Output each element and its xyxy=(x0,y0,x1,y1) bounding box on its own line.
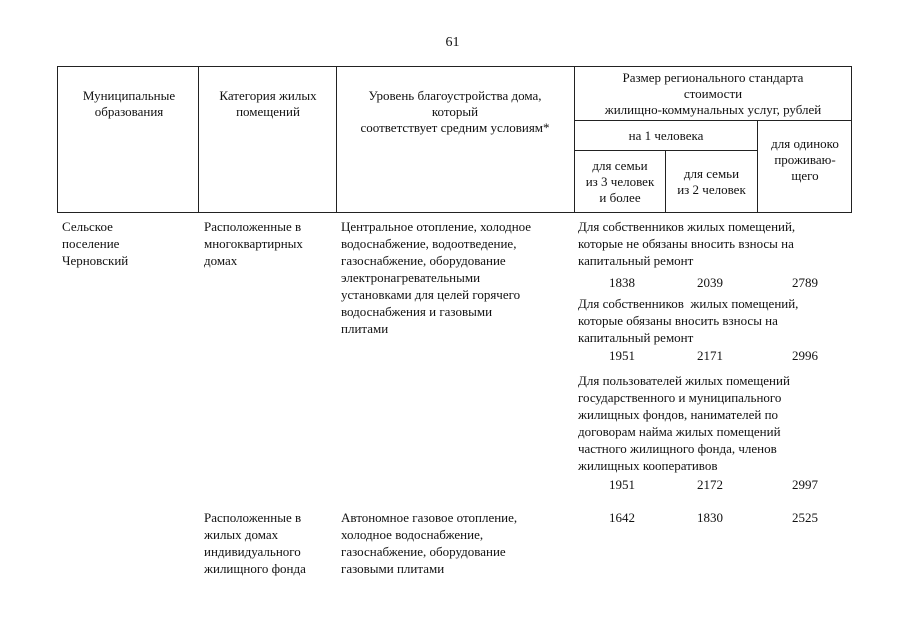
header-single-line1: для одиноко xyxy=(771,136,839,151)
group1-line1: Для собственников жилых помещений, xyxy=(578,219,796,234)
border-family2 xyxy=(665,150,666,213)
border-left xyxy=(57,66,58,213)
group2-line3: капитальный ремонт xyxy=(578,330,694,345)
group3-value-single: 2997 xyxy=(792,477,818,492)
group2-value-single: 2996 xyxy=(792,348,818,363)
header-single-line3: щего xyxy=(791,168,819,183)
group1-line3: капитальный ремонт xyxy=(578,253,694,268)
category2-line3: индивидуального xyxy=(204,544,301,559)
header-municipality: Муниципальные образования xyxy=(82,88,176,119)
table-top-border xyxy=(57,66,852,67)
group3-line4: договорам найма жилых помещений xyxy=(578,424,781,439)
group1-value-family3: 1838 xyxy=(609,275,635,290)
municipality-line2: поселение xyxy=(62,236,120,251)
level1-line7: плитами xyxy=(341,321,389,336)
border-right xyxy=(851,66,852,213)
border-col3 xyxy=(336,66,337,213)
group1-value-family2: 2039 xyxy=(697,275,723,290)
header-standard-line1: Размер регионального стандарта xyxy=(622,70,804,85)
group3-line3: жилищных фондов, нанимателей по xyxy=(578,407,779,422)
header-standard-line3: жилищно-коммунальных услуг, рублей xyxy=(604,102,822,117)
header-family3-line1: для семьи xyxy=(592,158,648,173)
header-single-line2: проживаю- xyxy=(774,152,836,167)
category2-value-family2: 1830 xyxy=(697,510,723,525)
category1-line1: Расположенные в xyxy=(204,219,302,234)
header-per-person: на 1 человека xyxy=(628,128,704,143)
group2-line1: Для собственников жилых помещений, xyxy=(578,296,799,311)
level1-line3: газоснабжение, оборудование xyxy=(341,253,506,268)
border-single xyxy=(757,120,758,213)
municipality-line3: Черновский xyxy=(62,253,129,268)
level2-line2: холодное водоснабжение, xyxy=(341,527,484,542)
border-col2 xyxy=(198,66,199,213)
group1-line2: которые не обязаны вносить взносы на xyxy=(578,236,794,251)
category1-line3: домах xyxy=(204,253,238,268)
category2-value-single: 2525 xyxy=(792,510,818,525)
header-family3-line2: из 3 человек xyxy=(585,174,655,189)
group2-line2: которые обязаны вносить взносы на xyxy=(578,313,778,328)
page-number: 61 xyxy=(445,35,460,50)
group3-line2: государственного и муниципального xyxy=(578,390,782,405)
level1-line4: электронагревательными xyxy=(341,270,481,285)
header-standard-line2: стоимости xyxy=(683,86,743,101)
category2-line1: Расположенные в xyxy=(204,510,302,525)
level2-line3: газоснабжение, оборудование xyxy=(341,544,506,559)
header-family2-line1: для семьи xyxy=(683,166,740,181)
group2-value-family3: 1951 xyxy=(609,348,635,363)
group3-line5: частного жилищного фонда, членов xyxy=(578,441,777,456)
category2-value-family3: 1642 xyxy=(609,510,635,525)
group3-line6: жилищных кооперативов xyxy=(578,458,718,473)
header-level-line1: Уровень благоустройства дома, xyxy=(368,88,542,103)
group1-value-single: 2789 xyxy=(792,275,818,290)
level1-line6: водоснабжения и газовыми xyxy=(341,304,493,319)
group2-value-family2: 2171 xyxy=(697,348,723,363)
municipality-line1: Сельское xyxy=(62,219,113,234)
level1-line2: водоснабжение, водоотведение, xyxy=(341,236,517,251)
per-person-top-border xyxy=(574,120,852,121)
category2-line2: жилых домах xyxy=(204,527,279,542)
header-bottom-border xyxy=(57,212,852,213)
level2-line4: газовыми плитами xyxy=(341,561,445,576)
level1-line1: Центральное отопление, холодное xyxy=(341,219,532,234)
group3-value-family2: 2172 xyxy=(697,477,723,492)
header-level-line3: соответствует средним условиям* xyxy=(360,120,550,135)
header-level-line2: который xyxy=(431,104,479,119)
level2-line1: Автономное газовое отопление, xyxy=(341,510,518,525)
border-col4 xyxy=(574,66,575,213)
group3-value-family3: 1951 xyxy=(609,477,635,492)
header-category: Категория жилых помещений xyxy=(219,88,317,119)
level1-line5: установками для целей горячего xyxy=(341,287,521,302)
header-family2-line2: из 2 человек xyxy=(677,182,746,197)
group3-line1: Для пользователей жилых помещений xyxy=(578,373,790,388)
header-family3-line3: и более xyxy=(599,190,641,205)
category2-line4: жилищного фонда xyxy=(204,561,306,576)
category1-line2: многоквартирных xyxy=(204,236,303,251)
